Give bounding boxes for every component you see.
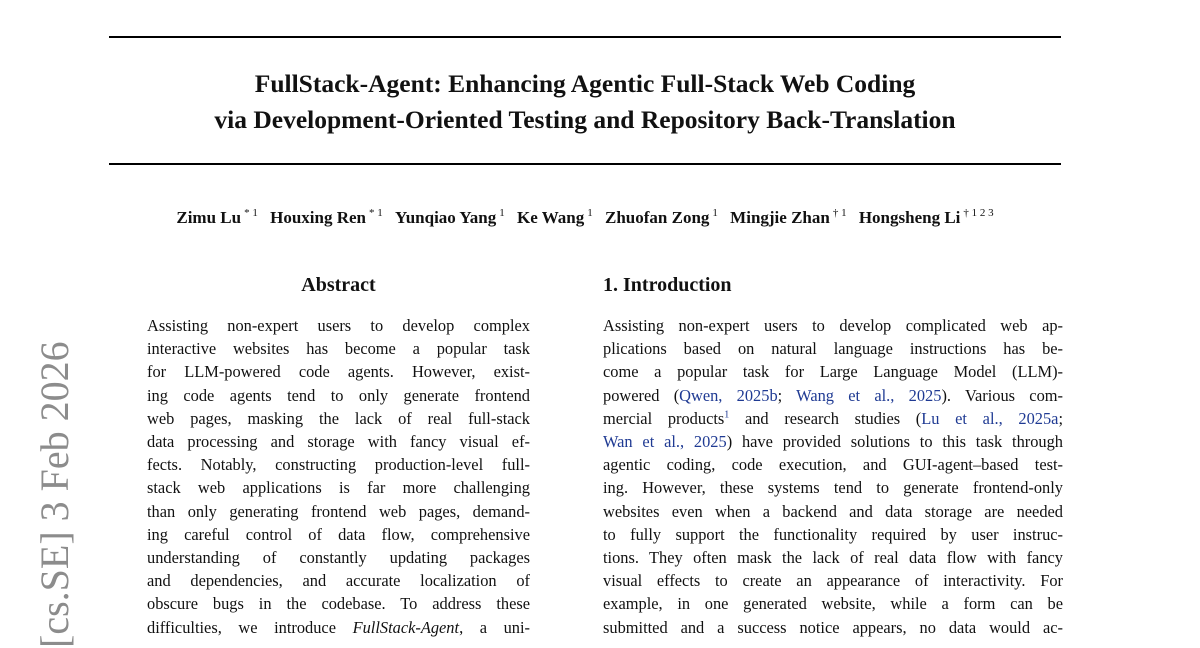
abstract-line: for LLM-powered code agents. However, exist- [147,362,530,382]
arxiv-stamp: [cs.SE] 3 Feb 2026 [32,341,77,648]
intro-line: ing. However, these systems tend to generate frontend-only [603,478,1063,498]
author-affiliation-mark: 1 [587,207,593,219]
title-line-2: via Development-Oriented Testing and Repository Back-Translation [214,105,956,134]
intro-text: and research studies ( [729,408,922,428]
author-affiliation-mark: * 1 [368,207,383,219]
author [730,208,846,227]
abstract-line: than only generating frontend web pages, demand- [147,501,530,521]
intro-text: powered ( [603,385,680,405]
citation-link[interactable]: Qwen, 2025b [679,385,778,405]
author-affiliation-mark: * 1 [244,207,258,219]
intro-line: to fully support the functionality required by user instruc- [603,524,1063,544]
title-line-1: FullStack-Agent: Enhancing Agentic Full-Stack Web Coding [254,69,916,98]
abstract-body [147,314,530,639]
intro-line: agentic coding, code execution, and GUI-agent–based test- [603,455,1063,475]
abstract-line: web pages, masking the lack of real full-stack [147,408,530,428]
author-affiliation-mark: † 1 2 3 [963,207,994,219]
author-name: Ke Wang [517,207,585,227]
author [395,208,505,227]
abstract-line: ing careful control of data flow, comprehensive [147,524,530,544]
abstract-line [147,616,530,639]
abstract-line: stack web applications is far more challenging [147,478,530,498]
author-affiliation-mark: 1 [712,207,718,219]
author [605,208,718,227]
paper-title [109,66,1061,138]
intro-text: ). Various com- [941,385,1063,405]
author [859,208,994,227]
abstract-line: ing code agents tend to only generate frontend [147,385,530,405]
intro-heading: 1. Introduction [603,274,732,296]
intro-text: mercial products [603,408,725,428]
abstract-text: difficulties, we introduce [147,617,353,637]
intro-text: ) have provided solutions to this task through [726,432,1063,452]
abstract-line: and dependencies, and accurate localization of [147,571,530,591]
abstract-text: , a uni- [459,617,530,637]
intro-line [603,407,1063,430]
abstract-line: obscure bugs in the codebase. To address these [147,594,530,614]
abstract-line: understanding of constantly updating packages [147,548,530,568]
title-top-rule [109,36,1061,38]
abstract-line: fects. Notably, constructing production-level full- [147,455,530,475]
intro-text: ; [777,385,797,405]
citation-link[interactable]: Wan et al., 2025 [603,432,727,452]
system-name: FullStack-Agent [352,617,460,637]
author [517,208,593,227]
footnote-link[interactable]: 1 [724,409,730,421]
title-bottom-rule [109,163,1061,165]
intro-line: websites even when a backend and data storage are needed [603,501,1063,521]
intro-line [603,430,1063,453]
author [176,208,257,227]
intro-text: ; [1058,408,1063,428]
intro-line: plications based on natural language instructions has be- [603,339,1063,359]
author-list [110,207,1060,228]
intro-line: submitted and a success notice appears, no data would ac- [603,617,1063,637]
author-name: Zhuofan Zong [605,207,710,227]
abstract-line: interactive websites has become a popular task [147,339,530,359]
intro-line: visual effects to create an appearance of interactivity. For [603,571,1063,591]
citation-link[interactable]: Wang et al., 2025 [796,385,942,405]
author-name: Yunqiao Yang [394,207,497,227]
author-name: Zimu Lu [176,207,242,227]
intro-line: Assisting non-expert users to develop complicated web ap- [603,316,1063,335]
author-name: Mingjie Zhan [730,207,830,227]
author [270,208,383,227]
author-name: Houxing Ren [270,207,366,227]
citation-link[interactable]: Lu et al., 2025a [921,408,1059,428]
author-affiliation-mark: † 1 [832,207,847,219]
abstract-heading: Abstract [301,274,376,296]
intro-body [603,314,1063,639]
intro-line: tions. They often mask the lack of real data flow with fancy [603,548,1063,568]
author-affiliation-mark: 1 [499,207,505,219]
abstract-line: data processing and storage with fancy visual ef- [147,432,530,452]
intro-line: come a popular task for Large Language Model (LLM)- [603,362,1063,382]
abstract-line: Assisting non-expert users to develop complex [147,316,530,335]
author-name: Hongsheng Li [858,207,961,227]
intro-line [603,384,1063,407]
intro-line: example, in one generated website, while a form can be [603,594,1063,614]
